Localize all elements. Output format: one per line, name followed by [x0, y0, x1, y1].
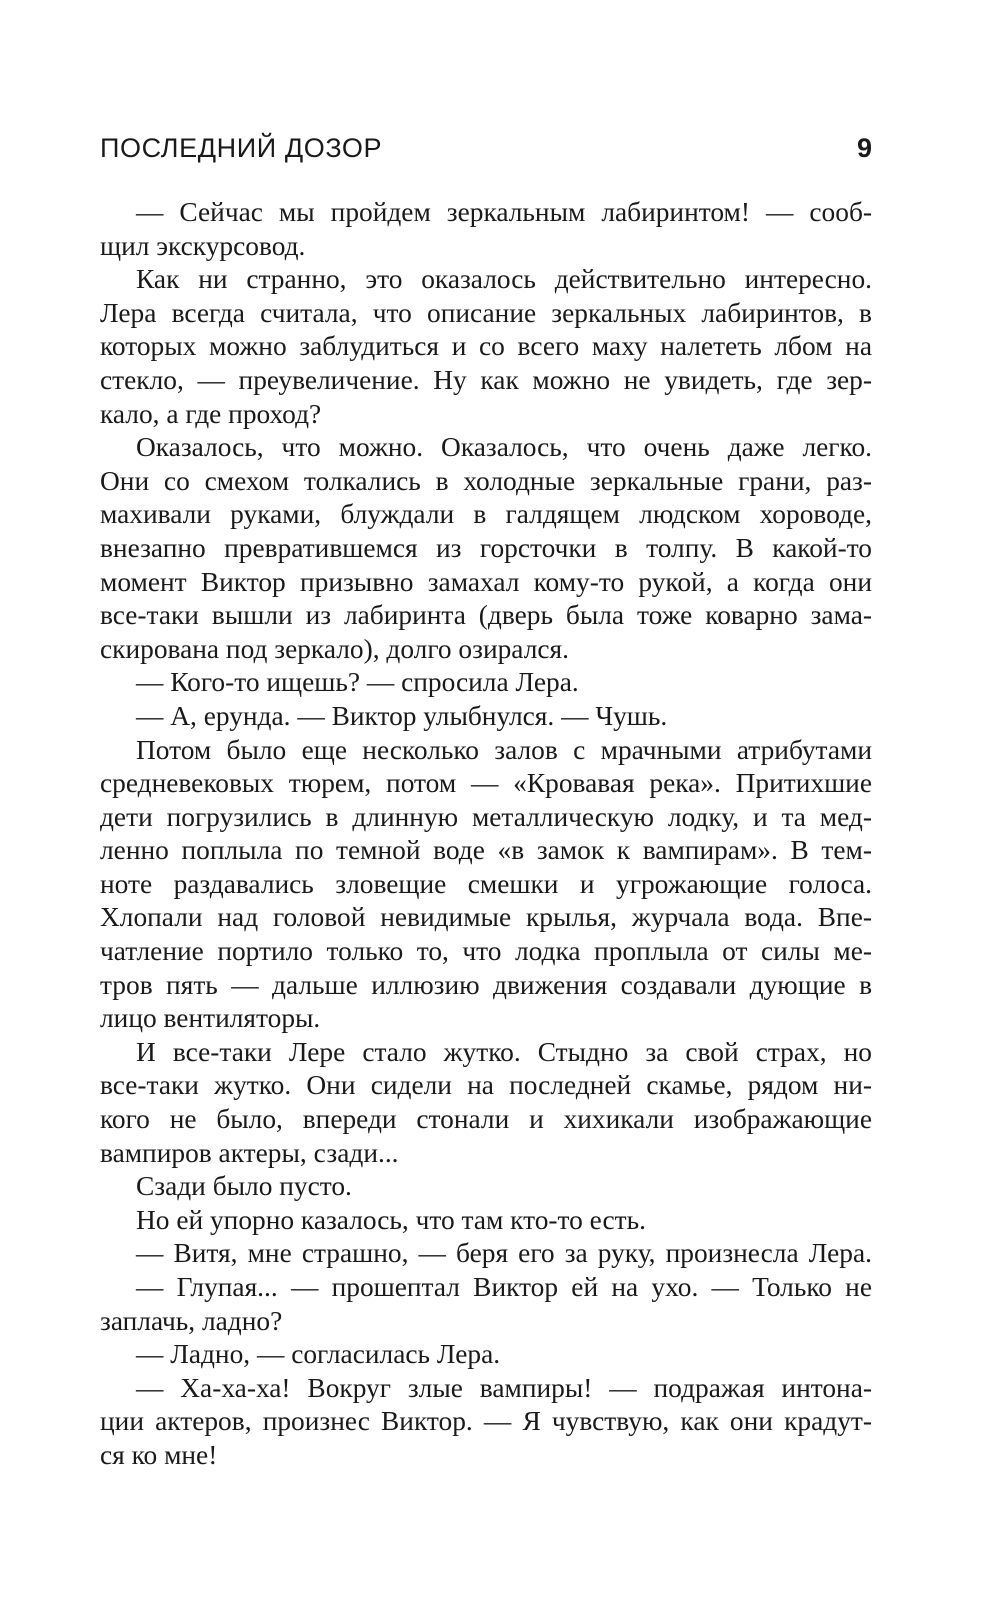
text-line: чатление портило только то, что лодка проплыла от силы ме- — [100, 936, 872, 967]
text-line: — Сейчас мы пройдем зеркальным лабиринтом! — сооб- — [136, 197, 872, 227]
text-line: стекло, — преувеличение. Ну как можно не увидеть, где зер- — [100, 364, 872, 395]
text-line: Но ей упорно казалось, что там кто-то есть. — [136, 1204, 646, 1235]
text-line: все-таки жутко. Они сидели на последней скамье, рядом ни- — [100, 1070, 872, 1101]
text-line: Они со смехом толкались в холодные зеркальные грани, раз- — [100, 465, 872, 496]
text-line: тров пять — дальше иллюзию движения создавали дующие в — [100, 969, 872, 1000]
text-line: вампиров актеры, сзади... — [100, 1137, 399, 1168]
text-line: внезапно превратившемся из горсточки в толпу. В какой-то — [100, 532, 872, 563]
text-line: махивали руками, блуждали в галдящем людском хороводе, — [100, 499, 872, 530]
text-line: кало, а где проход? — [100, 398, 322, 429]
text-line: — Витя, мне страшно, — беря его за руку, произнесла Лера. — [136, 1238, 872, 1269]
text-line: скирована под зеркало), долго озирался. — [100, 633, 569, 664]
text-line: ции актеров, произнес Виктор. — Я чувствую, как они крадут- — [100, 1406, 872, 1437]
text-line: Как ни странно, это оказалось действительно интересно. — [136, 264, 872, 295]
text-line: — Кого-то ищешь? — спросила Лера. — [136, 667, 579, 698]
text-line: ленно поплыла по темной воде «в замок к вампирам». В тем- — [100, 835, 872, 866]
text-line: ся ко мне! — [100, 1439, 218, 1470]
text-line: щил экскурсовод. — [100, 230, 306, 261]
text-line: Потом было еще несколько залов с мрачными атрибутами — [136, 734, 872, 765]
text-line: момент Виктор призывно замахал кому-то рукой, а когда они — [100, 566, 872, 597]
text-line: средневековых тюрем, потом — «Кровавая река». Притихшие — [100, 768, 872, 799]
text-line: Сзади было пусто. — [136, 1171, 352, 1202]
text-line: заплачь, ладно? — [100, 1305, 283, 1336]
text-line: — Ха-ха-ха! Вокруг злые вампиры! — подражая интона- — [136, 1372, 872, 1403]
text-line: Оказалось, что можно. Оказалось, что очень даже легко. — [136, 432, 872, 463]
text-line: кого не было, впереди стонали и хихикали изображающие — [100, 1104, 872, 1135]
running-title: ПОСЛЕДНИЙ ДОЗОР — [100, 133, 383, 163]
text-line: — Глупая... — прошептал Виктор ей на ухо. — Только не — [136, 1272, 872, 1302]
text-line: лицо вентиляторы. — [100, 1003, 321, 1034]
page-header — [100, 128, 872, 168]
text-line: — Ладно, — согласилась Лера. — [136, 1339, 501, 1370]
text-line: Лера всегда считала, что описание зеркальных лабиринтов, в — [100, 297, 872, 328]
body-text — [100, 196, 872, 1473]
page-number: 9 — [856, 133, 872, 163]
text-line: которых можно заблудиться и со всего маху налететь лбом на — [100, 331, 872, 362]
text-line: И все-таки Лере стало жутко. Стыдно за свой страх, но — [136, 1036, 872, 1067]
text-line: все-таки вышли из лабиринта (дверь была тоже коварно зама- — [100, 600, 872, 631]
text-line: ноте раздавались зловещие смешки и угрожающие голоса. — [100, 868, 872, 899]
text-line: — А, ерунда. — Виктор улыбнулся. — Чушь. — [136, 700, 668, 731]
text-line: Хлопали над головой невидимые крылья, журчала вода. Впе- — [100, 902, 872, 933]
text-line: дети погрузились в длинную металлическую лодку, и та мед- — [100, 801, 872, 832]
